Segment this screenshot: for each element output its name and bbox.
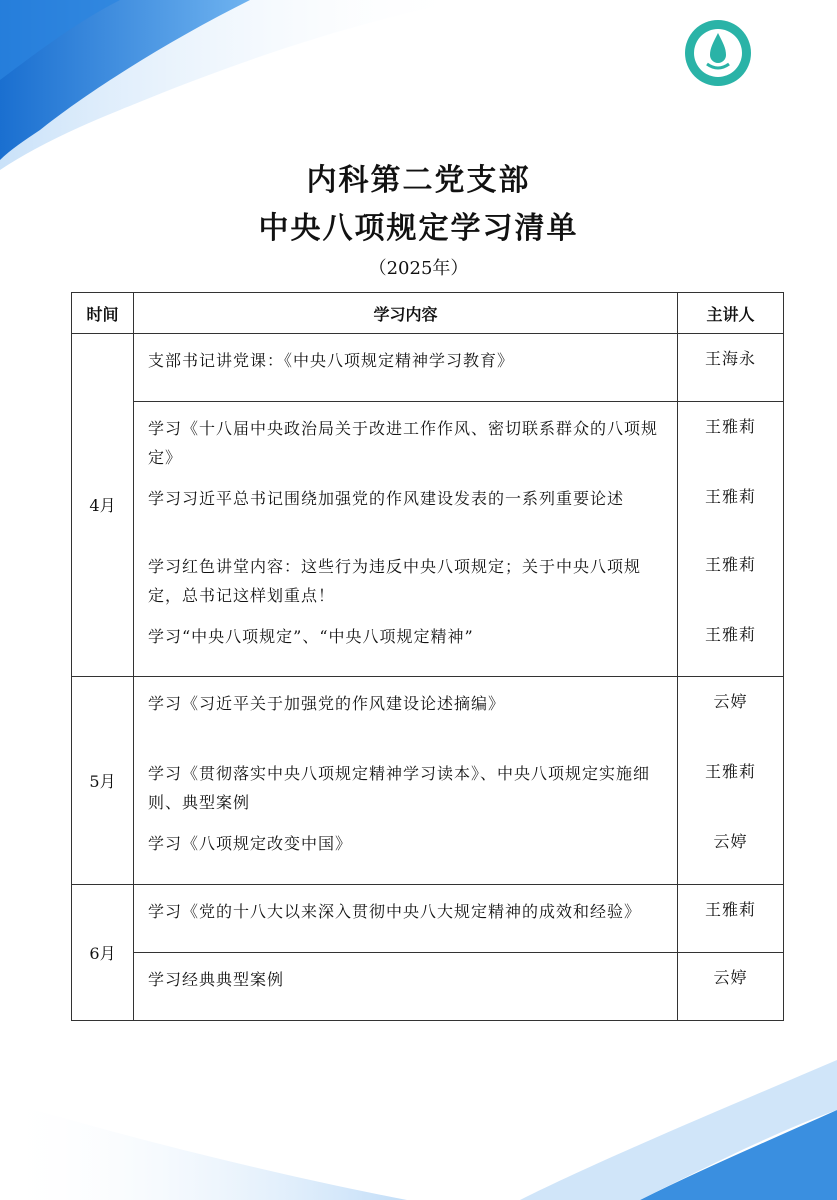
speaker-cell: 王雅莉 xyxy=(678,402,784,473)
table-row xyxy=(72,676,784,747)
study-plan-table xyxy=(71,292,784,1021)
speaker-cell: 云婷 xyxy=(678,952,784,1020)
table-row xyxy=(72,540,784,610)
table-row xyxy=(72,472,784,540)
hospital-logo xyxy=(683,18,753,88)
month-cell: 5月 xyxy=(72,676,134,884)
content-cell: 支部书记讲党课：《中央八项规定精神学习教育》 xyxy=(134,334,678,402)
speaker-cell: 王海永 xyxy=(678,334,784,402)
year-label: （2025年） xyxy=(368,258,469,279)
column-header-content: 学习内容 xyxy=(134,293,678,334)
table-row xyxy=(72,884,784,952)
speaker-cell: 王雅莉 xyxy=(678,747,784,817)
title-line-1: 内科第二党支部 xyxy=(306,163,531,198)
column-header-time: 时间 xyxy=(72,293,134,334)
content-cell: 学习《党的十八大以来深入贯彻中央八大规定精神的成效和经验》 xyxy=(134,884,678,952)
content-cell: 学习经典典型案例 xyxy=(134,952,678,1020)
table-header-row xyxy=(72,293,784,334)
speaker-cell: 云婷 xyxy=(678,817,784,884)
speaker-cell: 王雅莉 xyxy=(678,540,784,610)
content-cell: 学习红色讲堂内容：这些行为违反中央八项规定；关于中央八项规定，总书记这样划重点！ xyxy=(148,557,642,605)
table-row xyxy=(72,402,784,473)
speaker-cell: 云婷 xyxy=(678,676,784,747)
month-cell: 6月 xyxy=(72,884,134,1020)
title-line-2: 中央八项规定学习清单 xyxy=(258,211,579,246)
column-header-speaker: 主讲人 xyxy=(678,293,784,334)
content-cell: 学习《十八届中央政治局关于改进工作作风、密切联系群众的八项规定》 xyxy=(148,419,659,467)
content-cell: 学习习近平总书记围绕加强党的作风建设发表的一系列重要论述 xyxy=(148,489,625,508)
content-cell: 学习《八项规定改变中国》 xyxy=(134,817,678,884)
table-row xyxy=(72,817,784,884)
speaker-cell: 王雅莉 xyxy=(678,884,784,952)
month-cell: 4月 xyxy=(72,334,134,677)
table-row xyxy=(72,334,784,402)
speaker-cell: 王雅莉 xyxy=(678,472,784,540)
content-cell: 学习“中央八项规定”、“中央八项规定精神” xyxy=(134,610,678,676)
content-cell: 学习《贯彻落实中央八项规定精神学习读本》、中央八项规定实施细则、典型案例 xyxy=(148,764,651,812)
table-row xyxy=(72,952,784,1020)
speaker-cell: 王雅莉 xyxy=(678,610,784,676)
content-cell: 学习《习近平关于加强党的作风建设论述摘编》 xyxy=(148,693,506,713)
table-row xyxy=(72,610,784,676)
table-row xyxy=(72,747,784,817)
